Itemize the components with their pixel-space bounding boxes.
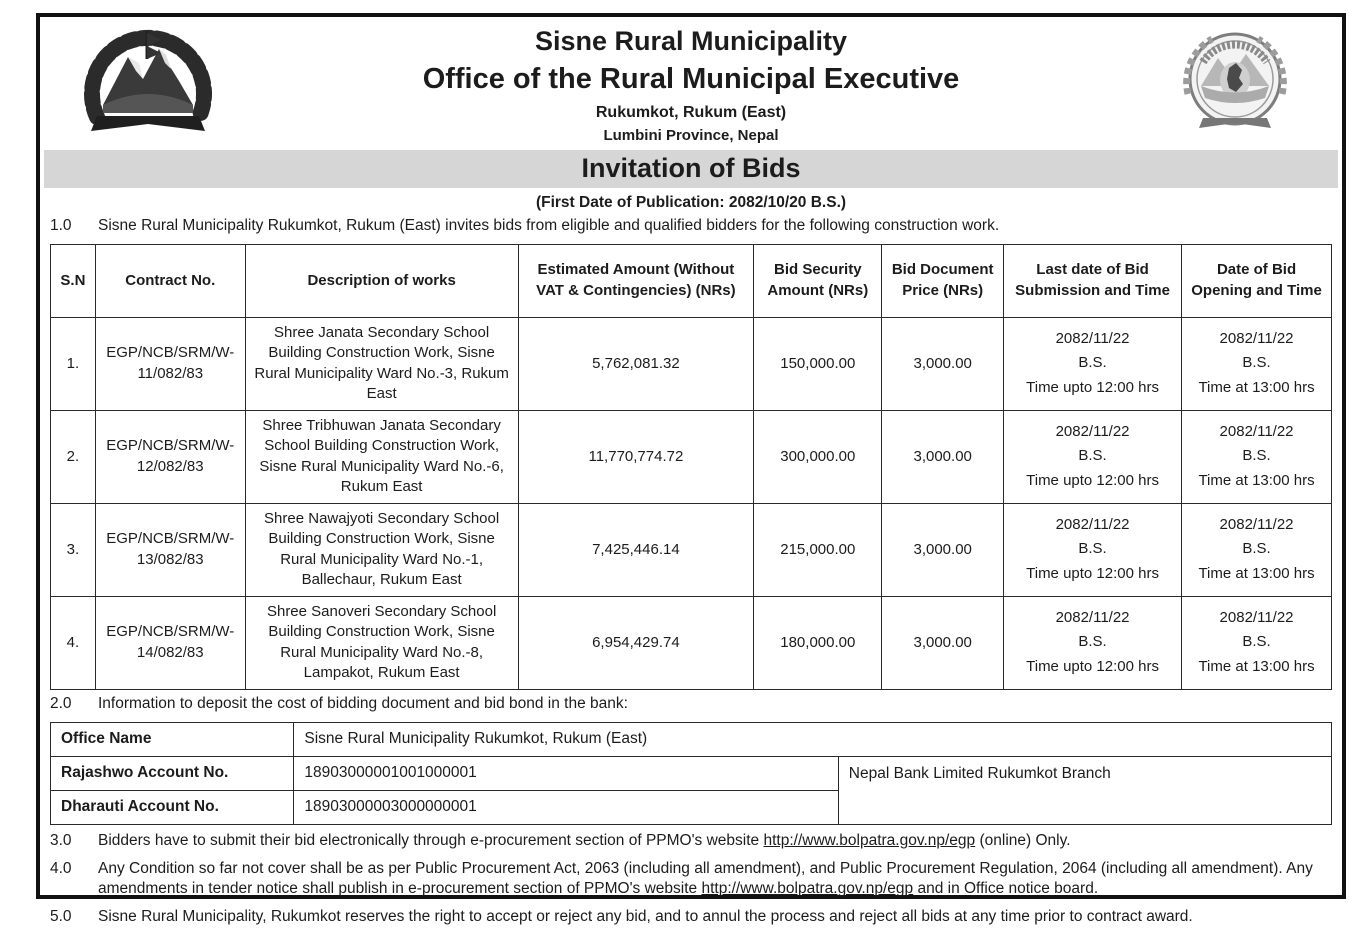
table-row [51,317,1332,410]
address-line: Rukumkot, Rukum (East) [595,104,787,121]
cell-estimated: 5,762,081.32 [518,317,754,410]
opening-bs: B.S. [1242,447,1271,465]
cell-submission [1004,503,1182,596]
cell-opening [1182,596,1332,689]
municipality-name: Sisne Rural Municipality [534,26,848,56]
bolpatra-link[interactable]: http://www.bolpatra.gov.np/egp [701,880,914,898]
opening-time: Time at 13:00 hrs [1198,658,1315,676]
rajashwo-account-label: Rajashwo Account No. [51,756,294,790]
cell-contract: EGP/NCB/SRM/W-13/082/83 [95,503,245,596]
office-name: Office of the Rural Municipal Executive [422,62,960,95]
opening-date: 2082/11/22 [1219,608,1294,626]
cell-security: 300,000.00 [754,410,882,503]
bank-info-table [50,722,1332,825]
cell-doc-price: 3,000.00 [882,410,1004,503]
opening-bs: B.S. [1242,540,1271,558]
note-text-pre: Bidders have to submit their bid electronically through e-procurement section of PPMO's website [98,831,764,849]
cell-description: Shree Sanoveri Secondary School Building Construction Work, Sisne Rural Municipality Ward No.-8, Lampakot, Rukum East [245,596,518,689]
deposit-paragraph [50,694,1332,715]
cell-estimated: 6,954,429.74 [518,596,754,689]
intro-number: 1.0 [50,216,72,234]
cell-sn: 3. [51,503,96,596]
office-name-label: Office Name [51,722,294,756]
note-text [98,859,1332,901]
dharauti-account-label: Dharauti Account No. [51,790,294,824]
bank-name-cell: Nepal Bank Limited Rukumkot Branch [838,756,1331,824]
opening-time: Time at 13:00 hrs [1198,565,1315,583]
cell-sn: 4. [51,596,96,689]
opening-date: 2082/11/22 [1219,329,1294,347]
header-titles [245,19,1137,146]
cell-estimated: 7,425,446.14 [518,503,754,596]
cell-description: Shree Tribhuwan Janata Secondary School Building Construction Work, Sisne Rural Municipality Ward No.-6, Rukum East [245,410,518,503]
col-header-contract: Contract No. [95,244,245,317]
bank-office-row [51,722,1332,756]
deposit-text: Information to deposit the cost of bidding document and bid bond in the bank: [98,694,628,712]
table-row [51,596,1332,689]
submission-time: Time upto 12:00 hrs [1026,565,1159,583]
col-header-sn: S.N [51,244,96,317]
note-3 [50,831,1332,852]
municipal-seal-icon [1172,22,1298,142]
bids-table [50,244,1332,690]
bank-rajashwo-row [51,756,1332,790]
rajashwo-account-value: 18903000001001000001 [294,756,838,790]
deposit-number: 2.0 [50,694,72,712]
submission-date: 2082/11/22 [1055,515,1130,533]
cell-contract: EGP/NCB/SRM/W-11/082/83 [95,317,245,410]
bolpatra-link[interactable]: http://www.bolpatra.gov.np/egp [763,831,976,849]
opening-bs: B.S. [1242,633,1271,651]
opening-date: 2082/11/22 [1219,422,1294,440]
submission-bs: B.S. [1078,447,1107,465]
cell-opening [1182,503,1332,596]
submission-date: 2082/11/22 [1055,329,1130,347]
cell-security: 215,000.00 [754,503,882,596]
note-number: 5.0 [50,908,72,926]
submission-bs: B.S. [1078,633,1107,651]
cell-sn: 2. [51,410,96,503]
submission-time: Time upto 12:00 hrs [1026,472,1159,490]
cell-estimated: 11,770,774.72 [518,410,754,503]
submission-bs: B.S. [1078,540,1107,558]
submission-date: 2082/11/22 [1055,422,1130,440]
note-number: 3.0 [50,831,72,849]
table-row [51,503,1332,596]
col-header-security: Bid Security Amount (NRs) [754,244,882,317]
opening-date: 2082/11/22 [1219,515,1294,533]
submission-time: Time upto 12:00 hrs [1026,658,1159,676]
note-4 [50,859,1332,901]
intro-text: Sisne Rural Municipality Rukumkot, Rukum (East) invites bids from eligible and qualified bidders for the following construction work. [98,216,1000,234]
cell-contract: EGP/NCB/SRM/W-12/082/83 [95,410,245,503]
table-row [51,410,1332,503]
province-line: Lumbini Province, Nepal [603,127,779,144]
document-header [50,19,1332,146]
cell-submission [1004,317,1182,410]
nepal-coat-of-arms-icon [73,21,223,143]
submission-date: 2082/11/22 [1055,608,1130,626]
cell-contract: EGP/NCB/SRM/W-14/082/83 [95,596,245,689]
col-header-submission: Last date of Bid Submission and Time [1004,244,1182,317]
submission-bs: B.S. [1078,354,1107,372]
publication-date-line: (First Date of Publication: 2082/10/20 B.S.) [535,193,847,211]
cell-submission [1004,596,1182,689]
cell-security: 180,000.00 [754,596,882,689]
note-text-post: (online) Only. [975,831,1071,849]
opening-bs: B.S. [1242,354,1271,372]
office-name-value: Sisne Rural Municipality Rukumkot, Rukum (East) [294,722,1332,756]
intro-paragraph [50,216,1332,237]
tender-notice-document [36,13,1346,926]
col-header-estimated: Estimated Amount (Without VAT & Contingencies) (NRs) [518,244,754,317]
cell-doc-price: 3,000.00 [882,596,1004,689]
note-text-pre: Any Condition so far not cover shall be as per Public Procurement Act, 2063 (including all amendment), and Public Procurement Regulation, 2064 (including all amendment). Any amendments in tender notice shall publish in e-procurement section of PPMO's website [98,859,1313,898]
cell-description: Shree Janata Secondary School Building Construction Work, Sisne Rural Municipality Ward No.-3, Rukum East [245,317,518,410]
col-header-doc-price: Bid Document Price (NRs) [882,244,1004,317]
opening-time: Time at 13:00 hrs [1198,379,1315,397]
left-emblem-box [50,21,245,143]
cell-opening [1182,317,1332,410]
col-header-opening: Date of Bid Opening and Time [1182,244,1332,317]
submission-time: Time upto 12:00 hrs [1026,379,1159,397]
note-number: 4.0 [50,859,72,877]
cell-sn: 1. [51,317,96,410]
opening-time: Time at 13:00 hrs [1198,472,1315,490]
note-5 [50,907,1332,928]
cell-submission [1004,410,1182,503]
cell-opening [1182,410,1332,503]
cell-doc-price: 3,000.00 [882,503,1004,596]
invitation-banner: Invitation of Bids [44,150,1338,188]
col-header-description: Description of works [245,244,518,317]
note-text-post: and in Office notice board. [913,880,1099,898]
footer-notes [50,831,1332,928]
note-text [98,831,1332,852]
right-emblem-box [1137,22,1332,142]
cell-security: 150,000.00 [754,317,882,410]
table-header-row [51,244,1332,317]
cell-doc-price: 3,000.00 [882,317,1004,410]
dharauti-account-value: 18903000003000000001 [294,790,838,824]
cell-description: Shree Nawajyoti Secondary School Building Construction Work, Sisne Rural Municipality Ward No.-1, Ballechaur, Rukum East [245,503,518,596]
note-text: Sisne Rural Municipality, Rukumkot reserves the right to accept or reject any bid, and to annul the process and reject all bids at any time prior to contract award. [98,908,1193,926]
